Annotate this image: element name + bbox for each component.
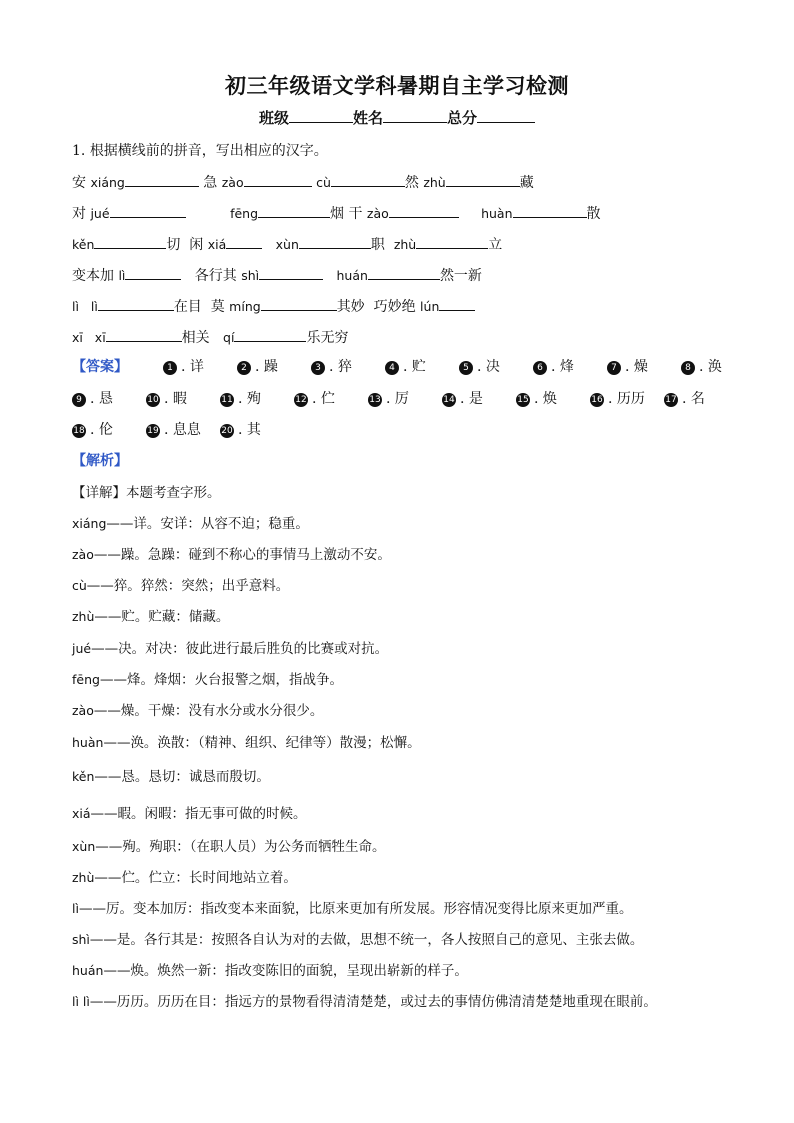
score-blank xyxy=(477,108,535,123)
page-title: 初三年级语文学科暑期自主学习检测 xyxy=(225,73,569,98)
name-blank xyxy=(383,108,447,123)
explanation-pinyin: xùn xyxy=(72,839,96,854)
row-text: 急 xyxy=(198,175,222,191)
explanation-text: ——燥。干燥：没有水分或水分很少。 xyxy=(93,703,324,719)
explanation-line xyxy=(72,766,270,788)
answer-value: . 详 xyxy=(181,359,204,375)
answer-value: . 涣 xyxy=(699,359,722,375)
question-prompt xyxy=(72,140,328,162)
fill-in-row xyxy=(72,203,601,225)
row-text: 然一新 xyxy=(439,268,482,284)
explanation-pinyin: cù xyxy=(72,578,87,593)
answer-item xyxy=(220,388,261,410)
answer-number-badge: 5 xyxy=(459,361,473,375)
explanation-pinyin: lì xyxy=(72,901,79,916)
pinyin-text: xī xī xyxy=(72,330,106,345)
answer-item xyxy=(664,388,705,410)
explanation-text: ——决。对决：彼此进行最后胜负的比赛或对抗。 xyxy=(91,641,389,657)
analysis-label: 【解析】 xyxy=(72,453,128,469)
pinyin-text: kěn xyxy=(72,237,95,252)
explanation-pinyin: huàn xyxy=(72,735,104,750)
answer-item xyxy=(294,388,335,410)
answer-item xyxy=(72,388,113,410)
pinyin-text: zào xyxy=(221,175,244,190)
explanation-text: ——历历。历历在目：指远方的景物看得清清楚楚，或过去的事情仿佛清清楚楚地重现在眼前。 xyxy=(89,994,657,1010)
answer-blank xyxy=(258,203,330,218)
answer-blank xyxy=(446,172,520,187)
answer-number-badge: 2 xyxy=(237,361,251,375)
answer-blank xyxy=(226,234,262,249)
answer-value: . 暇 xyxy=(164,391,187,407)
explanation-text: ——涣。涣散：（精神、组织、纪律等）散漫；松懈。 xyxy=(103,735,421,751)
answer-blank xyxy=(259,265,323,280)
answer-number-badge: 14 xyxy=(443,395,455,405)
answer-blank xyxy=(94,234,166,249)
answer-value: . 烽 xyxy=(551,359,574,375)
row-text: 各行其 xyxy=(181,268,242,284)
explanation-line xyxy=(72,867,297,889)
row-text: 散 xyxy=(586,206,601,222)
explanation-line xyxy=(72,732,421,754)
answer-value: . 伫 xyxy=(312,391,335,407)
answer-blank xyxy=(513,203,587,218)
explanation-line xyxy=(72,960,468,982)
pinyin-text: qí xyxy=(223,330,235,345)
explanation-text: ——烽。烽烟：火台报警之烟，指战争。 xyxy=(99,672,343,688)
answer-number-badge: 16 xyxy=(591,395,603,405)
answer-value: . 躁 xyxy=(255,359,278,375)
explanation-text: ——躁。急躁：碰到不称心的事情马上激动不安。 xyxy=(93,547,391,563)
pinyin-text: zhù xyxy=(423,175,446,190)
explanation-text: ——暇。闲暇：指无事可做的时候。 xyxy=(90,806,307,822)
answer-item xyxy=(442,388,483,410)
answer-number-badge: 10 xyxy=(147,395,159,405)
answer-value: . 燥 xyxy=(625,359,648,375)
row-text: 对 xyxy=(72,206,91,222)
answer-item xyxy=(459,356,500,378)
answer-number-badge: 13 xyxy=(369,395,381,405)
fill-in-row xyxy=(72,327,348,349)
answer-number-badge: 18 xyxy=(73,426,85,436)
row-text xyxy=(262,237,275,253)
row-text: 乐无穷 xyxy=(306,330,349,346)
answer-item xyxy=(163,356,204,378)
pinyin-text: lì xyxy=(118,268,126,283)
row-text: 职 xyxy=(370,237,394,253)
question-text: 根据横线前的拼音，写出相应的汉字。 xyxy=(89,143,328,159)
explanation-line xyxy=(72,700,323,722)
pinyin-text: jué xyxy=(90,206,110,221)
pinyin-text: huàn xyxy=(481,206,513,221)
answer-item xyxy=(516,388,557,410)
answer-blank xyxy=(234,327,306,342)
pinyin-text: xùn xyxy=(275,237,299,252)
answer-item xyxy=(607,356,648,378)
answer-number-badge: 15 xyxy=(517,395,529,405)
answer-value: . 其 xyxy=(238,422,261,438)
answer-value: . 贮 xyxy=(403,359,426,375)
explanation-text: ——猝。猝然：突然；出乎意料。 xyxy=(86,578,290,594)
answer-number-badge: 9 xyxy=(72,393,86,407)
pinyin-text: huán xyxy=(336,268,368,283)
fill-in-row xyxy=(72,296,475,318)
answer-blank xyxy=(110,203,186,218)
answer-value: . 厉 xyxy=(386,391,409,407)
question-number: 1. xyxy=(72,143,86,159)
answer-value: . 决 xyxy=(477,359,500,375)
row-text: 其妙 巧妙绝 xyxy=(336,299,421,315)
explanation-pinyin: huán xyxy=(72,963,104,978)
answer-number-badge: 17 xyxy=(665,395,677,405)
explanation-text: ——贮。贮藏：储藏。 xyxy=(94,609,230,625)
explanation-pinyin: xiáng xyxy=(72,516,107,531)
score-label: 总分 xyxy=(447,109,478,127)
row-text: 变本加 xyxy=(72,268,119,284)
answer-number-badge: 1 xyxy=(163,361,177,375)
explanation-pinyin: zào xyxy=(72,547,94,562)
row-text xyxy=(323,268,336,284)
pinyin-text: cù xyxy=(316,175,331,190)
answer-blank xyxy=(125,265,181,280)
explanation-line xyxy=(72,544,391,566)
pinyin-text: zào xyxy=(366,206,389,221)
class-label: 班级 xyxy=(258,109,289,127)
answer-value: . 历历 xyxy=(608,391,645,407)
explanation-line xyxy=(72,669,343,691)
answer-number-badge: 4 xyxy=(385,361,399,375)
row-text: 藏 xyxy=(519,175,534,191)
pinyin-text: lì lì xyxy=(72,299,98,314)
answer-blank xyxy=(368,265,440,280)
answer-blank xyxy=(244,172,312,187)
explanation-text: ——殉。殉职：（在职人员）为公务而牺牲生命。 xyxy=(95,839,386,855)
explanation-text: ——详。安详：从容不迫；稳重。 xyxy=(106,516,309,532)
row-text: 相关 xyxy=(181,330,224,346)
explanation-line xyxy=(72,606,229,628)
row-text: 在目 莫 xyxy=(173,299,230,315)
pinyin-text: shì xyxy=(241,268,260,283)
explanation-text: ——伫。伫立：长时间地站立着。 xyxy=(94,870,297,886)
explanation-line xyxy=(72,513,309,535)
answer-value: . 焕 xyxy=(534,391,557,407)
fill-in-row xyxy=(72,265,482,287)
row-text: 然 xyxy=(404,175,424,191)
answer-number-badge: 19 xyxy=(147,426,159,436)
answer-number-badge: 6 xyxy=(533,361,547,375)
explanation-line xyxy=(72,575,289,597)
answer-value: . 殉 xyxy=(238,391,261,407)
answer-value: . 恳 xyxy=(90,391,113,407)
header-fields xyxy=(0,107,794,128)
explanation-pinyin: zào xyxy=(72,703,94,718)
answer-number-badge: 7 xyxy=(607,361,621,375)
explanation-pinyin: shì xyxy=(72,932,90,947)
name-label: 姓名 xyxy=(352,109,383,127)
answer-blank xyxy=(98,296,174,311)
explanation-pinyin: lì lì xyxy=(72,994,90,1009)
explanation-text: ——焕。焕然一新：指改变陈旧的面貌，呈现出崭新的样子。 xyxy=(103,963,468,979)
pinyin-text: zhù xyxy=(393,237,417,252)
answer-item xyxy=(146,419,201,441)
answer-value: . 猝 xyxy=(329,359,352,375)
explanation-text: ——是。各行其是：按照各自认为对的去做，思想不统一，各人按照自己的意见、主张去做。 xyxy=(89,932,644,948)
answer-item xyxy=(311,356,352,378)
explanation-line xyxy=(72,929,643,951)
row-text: 安 xyxy=(72,175,91,191)
answer-blank xyxy=(299,234,371,249)
row-text: 烟 干 xyxy=(330,206,367,222)
answer-blank xyxy=(389,203,459,218)
pinyin-text: fēng xyxy=(230,206,259,221)
answer-item xyxy=(146,388,187,410)
answer-value: . 伦 xyxy=(90,422,113,438)
answer-item xyxy=(590,388,645,410)
explanation-line xyxy=(72,803,307,825)
row-text: 立 xyxy=(488,237,503,253)
detail-text: 【详解】本题考查字形。 xyxy=(72,485,221,501)
answer-value: . 名 xyxy=(682,391,705,407)
answer-item xyxy=(385,356,426,378)
explanation-text: ——厉。变本加厉：指改变本来面貌，比原来更加有所发展。形容情况变得比原来更加严重。 xyxy=(78,901,633,917)
fill-in-row xyxy=(72,172,534,194)
pinyin-text: xiá xyxy=(207,237,227,252)
answer-label: 【答案】 xyxy=(72,359,128,375)
explanation-pinyin: jué xyxy=(72,641,92,656)
answer-number-badge: 20 xyxy=(221,426,233,436)
answer-number-badge: 11 xyxy=(221,395,233,405)
explanation-pinyin: kěn xyxy=(72,769,95,784)
answer-blank xyxy=(106,327,182,342)
answer-blank xyxy=(261,296,337,311)
answer-item xyxy=(368,388,409,410)
class-blank xyxy=(289,108,353,123)
explanation-pinyin: fēng xyxy=(72,672,100,687)
answer-item xyxy=(533,356,574,378)
pinyin-text: míng xyxy=(229,299,261,314)
answer-value: . 息息 xyxy=(164,422,201,438)
pinyin-text: lún xyxy=(420,299,440,314)
explanation-line xyxy=(72,991,657,1013)
answer-blank xyxy=(439,296,475,311)
fill-in-row xyxy=(72,234,502,256)
answer-item xyxy=(237,356,278,378)
explanation-pinyin: zhù xyxy=(72,870,95,885)
row-text xyxy=(186,206,231,222)
answer-blank xyxy=(416,234,488,249)
answer-blank xyxy=(331,172,405,187)
explanation-line xyxy=(72,638,388,660)
row-text xyxy=(459,206,481,222)
explanation-line xyxy=(72,836,386,858)
answer-value: . 是 xyxy=(460,391,483,407)
answer-blank xyxy=(125,172,199,187)
answer-item xyxy=(681,356,722,378)
row-text: 切 闲 xyxy=(166,237,208,253)
answer-number-badge: 8 xyxy=(681,361,695,375)
explanation-pinyin: zhù xyxy=(72,609,95,624)
answer-number-badge: 12 xyxy=(295,395,307,405)
answer-item xyxy=(220,419,261,441)
explanation-line xyxy=(72,898,632,920)
explanation-pinyin: xiá xyxy=(72,806,91,821)
pinyin-text: xiáng xyxy=(90,175,125,190)
answer-item xyxy=(72,419,113,441)
explanation-text: ——恳。恳切：诚恳而殷切。 xyxy=(94,769,270,785)
answer-number-badge: 3 xyxy=(311,361,325,375)
